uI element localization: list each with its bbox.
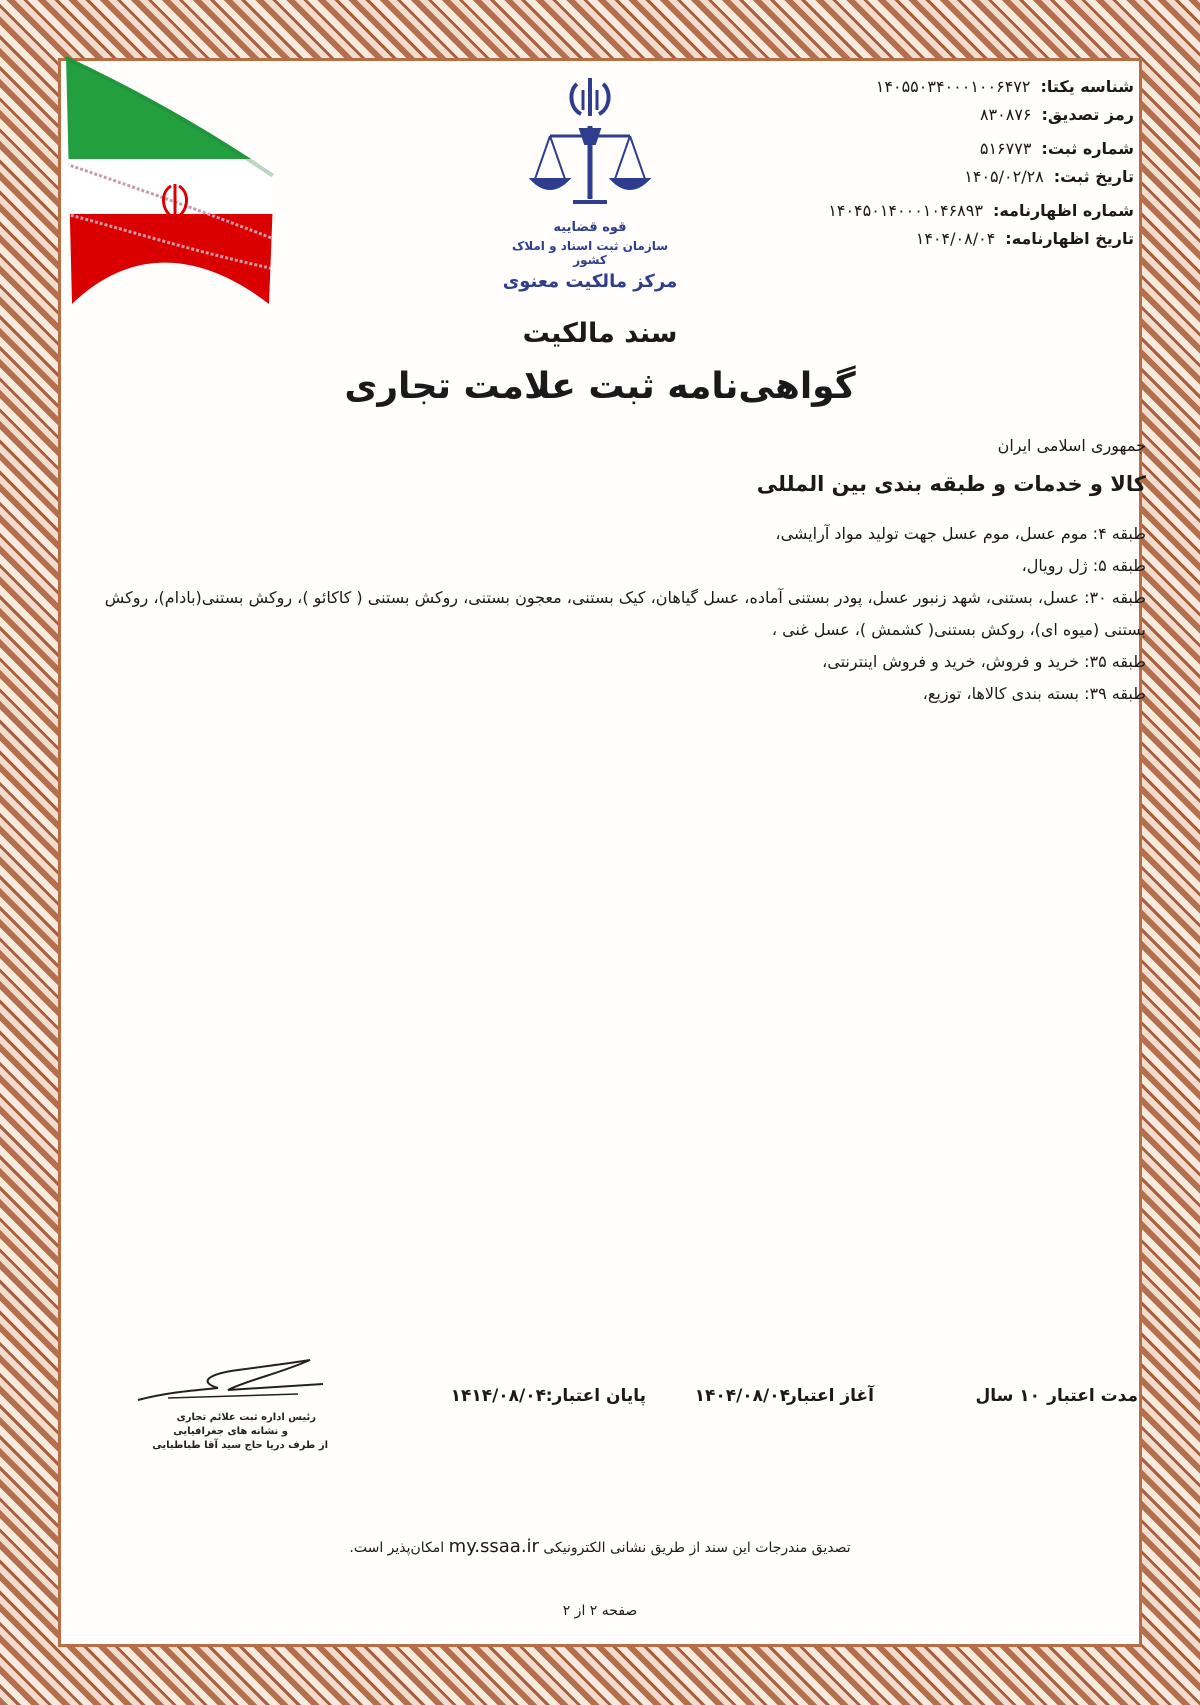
country-label: جمهوری اسلامی ایران: [997, 436, 1146, 455]
verification-url-link[interactable]: my.ssaa.ir: [448, 1536, 539, 1557]
meta-label: شماره ثبت:: [1041, 139, 1134, 158]
verification-code-row: [774, 103, 1134, 127]
meta-label: شماره اظهارنامه:: [992, 201, 1134, 220]
meta-label: تاریخ ثبت:: [1053, 167, 1134, 186]
meta-label: شناسه یکتا:: [1040, 77, 1134, 96]
validity-end-label: پایان اعتبار:: [545, 1386, 646, 1406]
org-ip-center-label: مرکز مالکیت معنوی: [502, 271, 678, 292]
verification-text-before: تصدیق مندرجات این سند از طریق نشانی الکترونیکی: [543, 1540, 851, 1556]
meta-value: ۸۳۰۸۷۶: [979, 105, 1032, 124]
org-registration-label: سازمان ثبت اسناد و املاک کشور: [511, 239, 669, 267]
class-list: [92, 518, 1146, 710]
scales-of-justice-icon: [525, 74, 655, 214]
certificate-meta: [774, 75, 1134, 251]
signatory-title: رئیس اداره ثبت علائم تجاری: [176, 1412, 316, 1423]
validity-start-label: آغاز اعتبار:: [780, 1386, 874, 1406]
iran-flag-image: [64, 54, 294, 334]
verification-note: [0, 1536, 1200, 1557]
validity-end-value: ۱۴۱۴/۰۸/۰۴: [450, 1386, 546, 1406]
document-type-title: سند مالکیت: [522, 318, 678, 349]
registration-date-row: [774, 165, 1134, 189]
handwritten-signature-icon: [128, 1352, 328, 1412]
class-item: طبقه ۳۹: بسته بندی کالاها، توزیع،: [922, 684, 1146, 703]
meta-value: ۵۱۶۷۷۳: [979, 139, 1032, 158]
unique-id-row: [774, 75, 1134, 99]
class-item: طبقه ۳۰: عسل، بستنی، شهد زنبور عسل، پودر بستنی آماده، عسل گیاهان، کیک بستنی، معجون بستنی، روکش بستنی ( کاکائو )، روکش بستنی(بادام)، روکش بستنی (میوه ای)، روکش بستنی( کشمش )، عسل غنی ،: [104, 588, 1146, 639]
org-judiciary-label: قوه قضاییه: [553, 220, 627, 235]
class-item: طبقه ۳۵: خرید و فروش، خرید و فروش اینترنتی،: [822, 652, 1146, 671]
goods-services-heading: کالا و خدمات و طبقه بندی بین المللی: [756, 472, 1146, 496]
meta-label: رمز تصدیق:: [1041, 105, 1134, 124]
validity-start-value: ۱۴۰۴/۰۸/۰۴: [694, 1386, 790, 1406]
signatory-name: از طرف دریا حاج سید آقا طباطبایی: [152, 1440, 328, 1451]
application-date-row: [774, 227, 1134, 251]
certificate-main-title: گواهی‌نامه ثبت علامت تجاری: [344, 366, 856, 407]
validity-duration-label: مدت اعتبار: [1047, 1386, 1138, 1406]
page-number: صفحه ۲ از ۲: [562, 1603, 638, 1619]
validity-duration-value: ۱۰ سال: [975, 1386, 1040, 1406]
meta-value: ۱۴۰۴/۰۸/۰۴: [915, 229, 996, 248]
judiciary-emblem: [500, 74, 680, 292]
registration-number-row: [774, 137, 1134, 161]
class-item: طبقه ۵: ژل رویال،: [1021, 556, 1146, 575]
application-number-row: [774, 199, 1134, 223]
verification-text-after: امکان‌پذیر است.: [349, 1540, 445, 1556]
signatory-subtitle: و نشانه های جغرافیایی: [173, 1426, 288, 1437]
class-item: طبقه ۴: موم عسل، موم عسل جهت تولید مواد آرایشی،: [775, 524, 1146, 543]
signature-block: [128, 1352, 328, 1462]
meta-value: ۱۴۰۵/۰۲/۲۸: [964, 167, 1044, 186]
meta-value: ۱۴۰۴۵۰۱۴۰۰۰۱۰۴۶۸۹۳: [828, 201, 983, 220]
meta-value: ۱۴۰۵۵۰۳۴۰۰۰۱۰۰۶۴۷۲: [875, 77, 1031, 96]
meta-label: تاریخ اظهارنامه:: [1005, 229, 1134, 248]
